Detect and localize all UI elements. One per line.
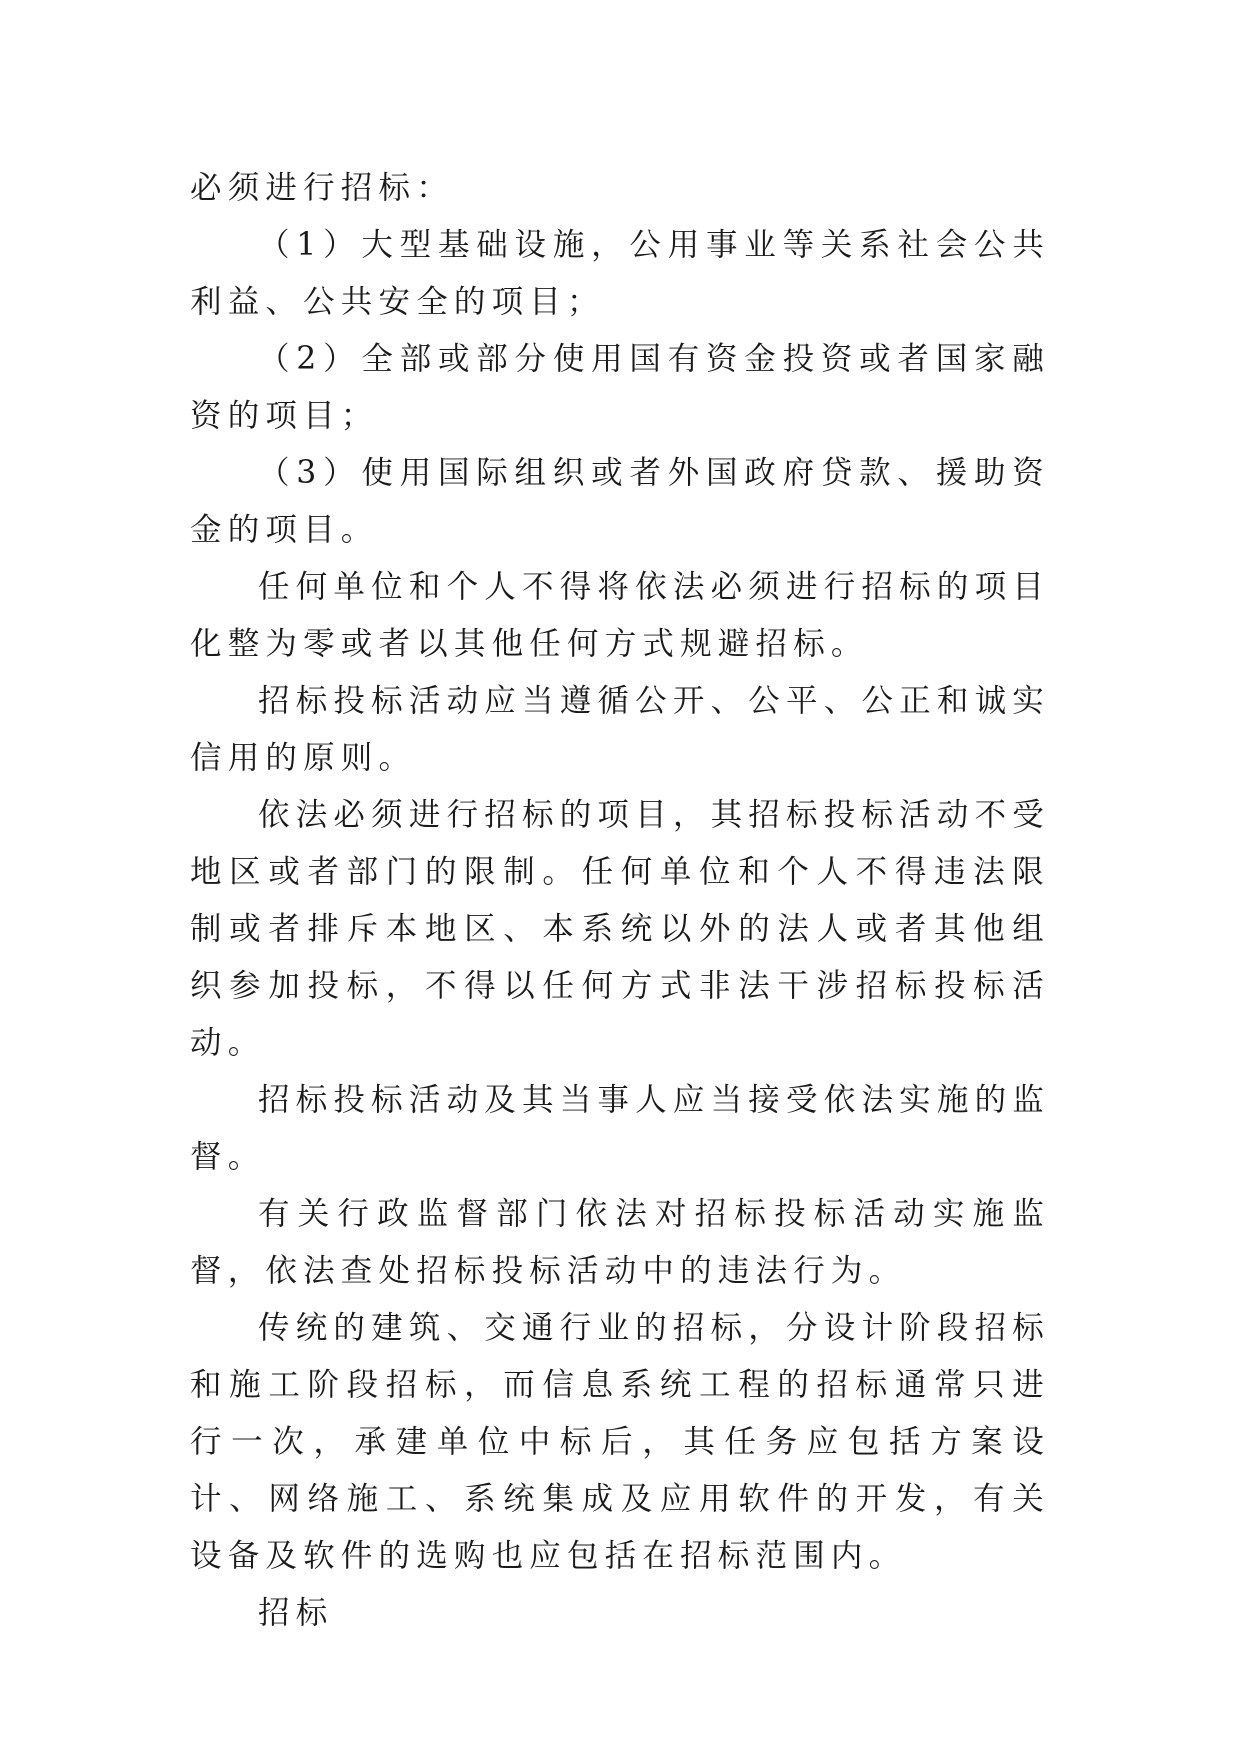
paragraph-item-1: （1）大型基础设施，公用事业等关系社会公共利益、公共安全的项目； xyxy=(190,227,1050,320)
paragraph-item-2: （2）全部或部分使用国有资金投资或者国家融资的项目； xyxy=(190,341,1050,434)
section-heading: 招标 xyxy=(258,1595,334,1631)
paragraph-item-3: （3）使用国际组织或者外国政府贷款、援助资金的项目。 xyxy=(190,455,1050,548)
paragraph-principles: 招标投标活动应当遵循公开、公平、公正和诚实信用的原则。 xyxy=(190,683,1050,776)
paragraph-no-restriction: 依法必须进行招标的项目，其招标投标活动不受地区或者部门的限制。任何单位和个人不得违法限制或者排斥本地区、本系统以外的法人或者其他组织参加投标，不得以任何方式非法干涉招标投标活动。 xyxy=(190,797,1050,1061)
paragraph-supervision: 招标投标活动及其当事人应当接受依法实施的监督。 xyxy=(190,1082,1050,1175)
document-body xyxy=(190,160,1050,1642)
paragraph-administrative-oversight: 有关行政监督部门依法对招标投标活动实施监督，依法查处招标投标活动中的违法行为。 xyxy=(190,1196,1050,1289)
paragraph-no-evasion: 任何单位和个人不得将依法必须进行招标的项目化整为零或者以其他任何方式规避招标。 xyxy=(190,569,1050,662)
paragraph-it-bidding: 传统的建筑、交通行业的招标，分设计阶段招标和施工阶段招标，而信息系统工程的招标通常只进行一次，承建单位中标后，其任务应包括方案设计、网络施工、系统集成及应用软件的开发，有关设备及软件的选购也应包括在招标范围内。 xyxy=(190,1310,1050,1574)
paragraph-intro: 必须进行招标： xyxy=(190,170,454,206)
